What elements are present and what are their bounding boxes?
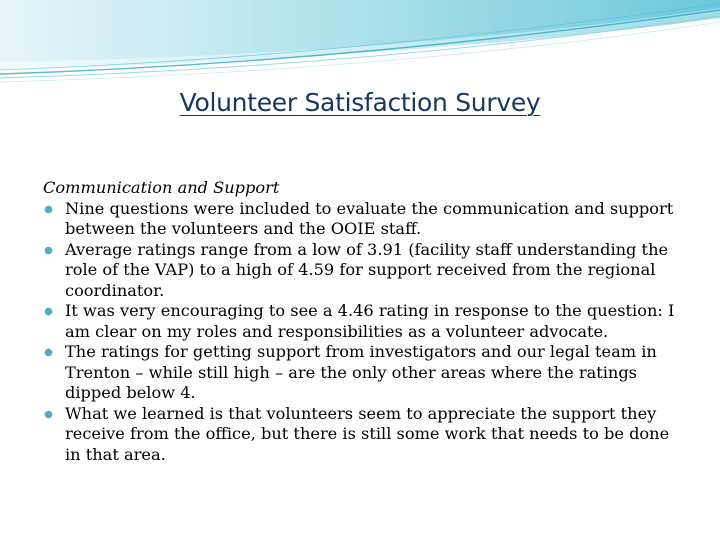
circle-bullet-icon — [44, 246, 53, 255]
circle-bullet-icon — [44, 410, 53, 419]
bullet-item — [43, 404, 683, 466]
bullet-text: What we learned is that volunteers seem to appreciate the support they receive from the office, but there is still some work that needs to be done in that area. — [65, 403, 670, 464]
header-wave-decoration — [0, 0, 720, 90]
bullet-text: It was very encouraging to see a 4.46 rating in response to the question: I am clear on my roles and responsibilities as a volunteer advocate. — [65, 301, 675, 341]
bullet-text: Nine questions were included to evaluate the communication and support between the volunteers and the OOIE staff. — [65, 198, 674, 238]
bullet-text: The ratings for getting support from investigators and our legal team in Trenton – while still high – are the only other areas where the ratings dipped below 4. — [65, 342, 657, 402]
bullet-list — [43, 199, 683, 466]
bullet-item — [43, 240, 683, 302]
bullet-item — [43, 199, 683, 240]
bullet-item — [43, 301, 683, 342]
slide-title: Volunteer Satisfaction Survey — [179, 88, 541, 117]
bullet-item — [43, 342, 683, 404]
bullet-text: Average ratings range from a low of 3.91 (facility staff understanding the role of the VAP) to a high of 4.59 for support received from the regional coordinator. — [65, 239, 669, 300]
section-subheading: Communication and Support — [43, 178, 280, 197]
circle-bullet-icon — [44, 307, 53, 316]
circle-bullet-icon — [44, 205, 53, 214]
circle-bullet-icon — [44, 348, 53, 357]
slide-body — [43, 178, 683, 465]
